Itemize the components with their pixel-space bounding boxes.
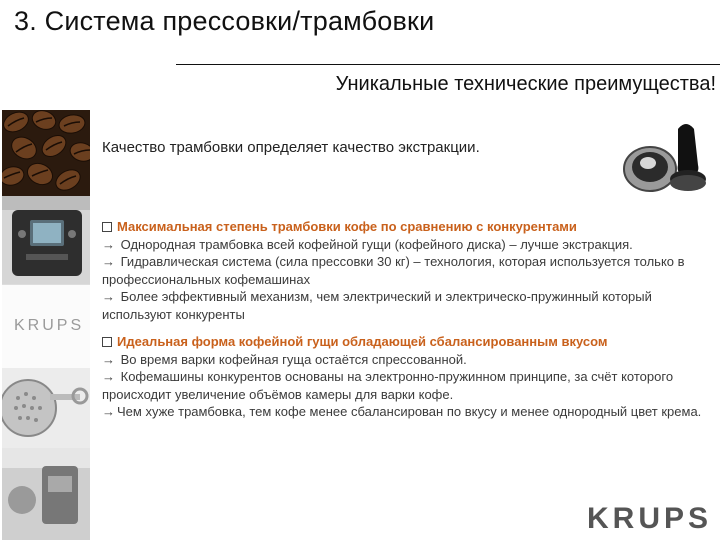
- section-ideal-shape: [102, 333, 707, 421]
- right-arrow-icon: →: [102, 369, 115, 384]
- list-item: → Более эффективный механизм, чем электрический и электрическо-пружинный который используют конкуренты: [102, 289, 652, 322]
- section-tamping-degree: [102, 218, 707, 323]
- list-item: → Однородная трамбовка всей кофейной гущи (кофейного диска) – лучше экстракция.: [102, 236, 633, 252]
- page-subtitle: Уникальные технические преимущества!: [335, 73, 716, 95]
- section-heading: Идеальная форма кофейной гущи обладающей сбалансированным вкусом: [102, 333, 707, 351]
- lifestyle-photo: [2, 448, 90, 540]
- tamper-image: [620, 113, 712, 199]
- krups-side-logo: KRUPS: [2, 284, 90, 370]
- list-item: → Кофемашины конкурентов основаны на электронно-пружинном принципе, за счёт которого происходит увеличение объёмов камеры для варки кофе.: [102, 369, 674, 402]
- title-divider: [176, 64, 720, 65]
- list-item: → Чем хуже трамбовка, тем кофе менее сбалансирован по вкусу и менее однородный цвет крема.: [102, 404, 702, 419]
- right-arrow-icon: →: [102, 254, 115, 269]
- page-title: 3. Система прессовки/трамбовки: [14, 6, 435, 36]
- checkbox-bullet-icon: [102, 222, 112, 232]
- right-arrow-icon: →: [102, 404, 115, 419]
- list-item: → Гидравлическая система (сила прессовки 30 кг) – технология, которая используется только в профессиональных кофемашинах: [102, 254, 685, 287]
- intro-statement: Качество трамбовки определяет качество экстракции.: [102, 139, 480, 156]
- coffee-machine-image: [2, 196, 90, 284]
- right-arrow-icon: →: [102, 236, 115, 252]
- coffee-beans-image: [2, 110, 90, 196]
- filter-image: [2, 368, 90, 448]
- right-arrow-icon: →: [102, 289, 115, 304]
- right-arrow-icon: →: [102, 351, 115, 367]
- section-heading: Максимальная степень трамбовки кофе по сравнению с конкурентами: [102, 218, 707, 236]
- krups-logo: KRUPS: [586, 502, 712, 535]
- list-item: → Во время варки кофейная гуща остаётся спрессованной.: [102, 351, 467, 367]
- content-body: [102, 218, 707, 421]
- checkbox-bullet-icon: [102, 337, 112, 347]
